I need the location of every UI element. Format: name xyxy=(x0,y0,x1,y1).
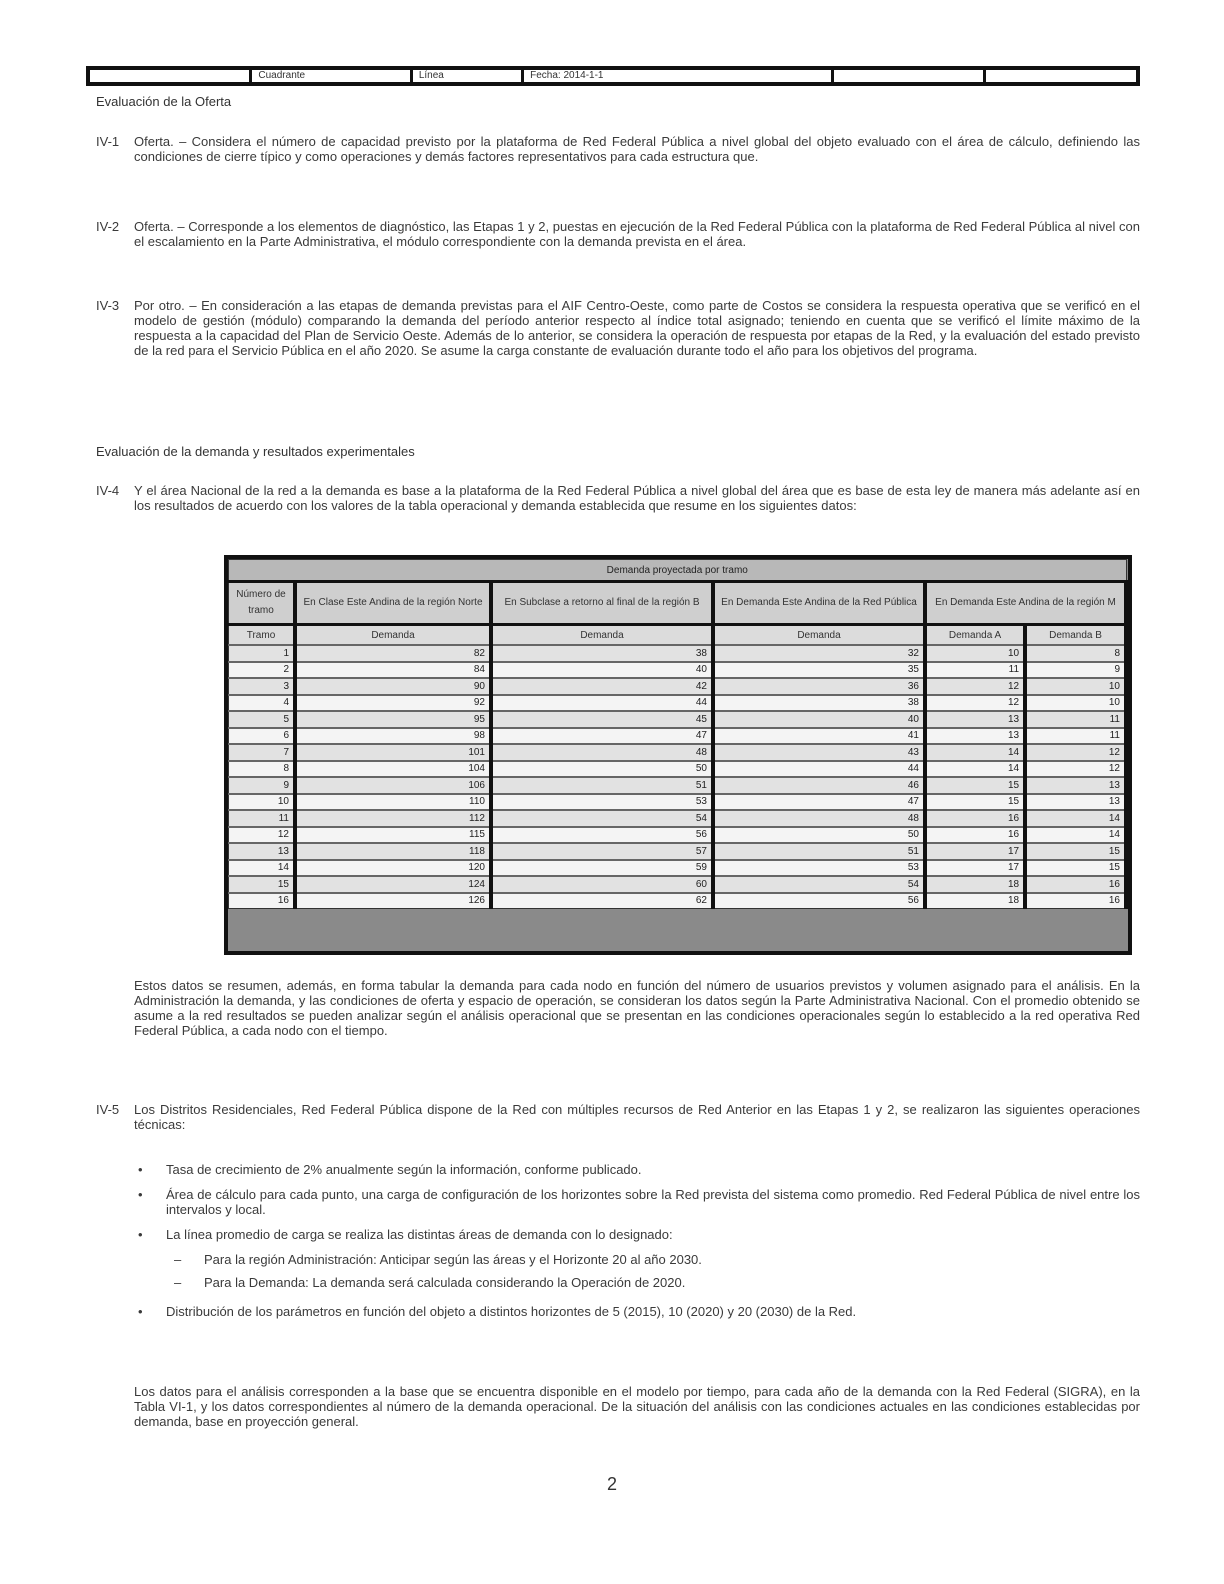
table-cell: 35 xyxy=(713,662,925,679)
table-cell: 48 xyxy=(713,810,925,827)
paragraph-iv-1 xyxy=(96,134,1140,164)
table-cell: 57 xyxy=(491,843,713,860)
table-cell: 54 xyxy=(713,876,925,893)
table-cell: 112 xyxy=(295,810,491,827)
table-cell: 14 xyxy=(925,761,1025,778)
table-cell: 16 xyxy=(925,827,1025,844)
table-subheader: Demanda A xyxy=(925,625,1025,646)
header-cell-1 xyxy=(90,70,252,82)
table-cell: 10 xyxy=(1025,678,1126,695)
table-cell: 36 xyxy=(713,678,925,695)
table-row xyxy=(229,843,1127,860)
table-cell: 16 xyxy=(1025,893,1126,909)
table-cell: 42 xyxy=(491,678,713,695)
section-heading-demand: Evaluación de la demanda y resultados experimentales xyxy=(96,444,415,459)
paragraph-number: IV-1 xyxy=(96,134,120,149)
table-cell: 46 xyxy=(713,777,925,794)
table-cell: 56 xyxy=(713,893,925,909)
table-cell: 40 xyxy=(713,711,925,728)
table-cell: 13 xyxy=(925,728,1025,745)
demand-table xyxy=(224,555,1132,955)
table-cell: 18 xyxy=(925,893,1025,909)
table-cell: 115 xyxy=(295,827,491,844)
table-cell: 53 xyxy=(713,860,925,877)
table-cell: 44 xyxy=(713,761,925,778)
table-row xyxy=(229,860,1127,877)
table-cell: 17 xyxy=(925,860,1025,877)
bullet-icon: • xyxy=(138,1227,143,1242)
table-cell: 32 xyxy=(713,645,925,662)
paragraph-text: Oferta. – Corresponde a los elementos de diagnóstico, las Etapas 1 y 2, puestas en ejecución de la Red Federal Pública con la plataforma de Red Federal Pública al nivel con el escalamiento en la Parte Administrativa, el módulo correspondiente con la demanda prevista en el área. xyxy=(134,219,1140,249)
table-cell: 12 xyxy=(229,827,296,844)
paragraph-number: IV-4 xyxy=(96,483,120,498)
table-cell: 50 xyxy=(713,827,925,844)
table-row xyxy=(229,810,1127,827)
table-body xyxy=(229,645,1127,909)
table-cell: 38 xyxy=(491,645,713,662)
table-subheader: Tramo xyxy=(229,625,296,646)
table-cell: 54 xyxy=(491,810,713,827)
table-cell: 106 xyxy=(295,777,491,794)
table-cell: 120 xyxy=(295,860,491,877)
table-cell: 50 xyxy=(491,761,713,778)
bullet-icon: • xyxy=(138,1162,143,1177)
table-cell: 40 xyxy=(491,662,713,679)
table-cell: 47 xyxy=(713,794,925,811)
table-cell: 60 xyxy=(491,876,713,893)
sub-bullet-text: Para la Demanda: La demanda será calculada considerando la Operación de 2020. xyxy=(204,1275,686,1290)
table-cell: 47 xyxy=(491,728,713,745)
table-cell: 15 xyxy=(1025,860,1126,877)
paragraph-text: Oferta. – Considera el número de capacidad previsto por la plataforma de Red Federal Pública a nivel global del objeto evaluado con el área de cálculo, definiendo las condiciones de cierre típico y como operaciones y demás factores representativos para cada estructura que. xyxy=(134,134,1140,164)
sub-list-item xyxy=(134,1275,1140,1290)
table-cell: 104 xyxy=(295,761,491,778)
table-cell: 12 xyxy=(1025,761,1126,778)
table-cell: 10 xyxy=(925,645,1025,662)
table-cell: 7 xyxy=(229,744,296,761)
table-cell: 15 xyxy=(925,794,1025,811)
paragraph-iv-5 xyxy=(96,1102,1140,1132)
table-cell: 3 xyxy=(229,678,296,695)
table-row xyxy=(229,777,1127,794)
table-cell: 16 xyxy=(1025,876,1126,893)
table-cell: 45 xyxy=(491,711,713,728)
table-cell: 9 xyxy=(229,777,296,794)
table-cell: 14 xyxy=(229,860,296,877)
table-cell: 13 xyxy=(1025,777,1126,794)
table-cell: 15 xyxy=(1025,843,1126,860)
table-cell: 51 xyxy=(491,777,713,794)
paragraph-number: IV-2 xyxy=(96,219,120,234)
header-cell-4: Fecha: 2014-1-1 xyxy=(524,70,834,82)
table-cell: 43 xyxy=(713,744,925,761)
bullet-text: La línea promedio de carga se realiza las distintas áreas de demanda con lo designado: xyxy=(166,1227,673,1242)
table-cell: 8 xyxy=(1025,645,1126,662)
table-cell: 90 xyxy=(295,678,491,695)
table-cell: 118 xyxy=(295,843,491,860)
list-item xyxy=(134,1227,1140,1242)
table-cell: 10 xyxy=(229,794,296,811)
bullet-icon: • xyxy=(138,1304,143,1319)
table-title: Demanda proyectada por tramo xyxy=(229,560,1127,582)
table-cell: 14 xyxy=(1025,810,1126,827)
table-cell: 95 xyxy=(295,711,491,728)
table-subheader: Demanda xyxy=(713,625,925,646)
table-subheader: Demanda xyxy=(295,625,491,646)
table-cell: 14 xyxy=(1025,827,1126,844)
table-cell: 9 xyxy=(1025,662,1126,679)
table-cell: 13 xyxy=(1025,794,1126,811)
header-cell-3: Línea xyxy=(413,70,524,82)
dash-icon: – xyxy=(174,1252,182,1267)
table-cell: 62 xyxy=(491,893,713,909)
table-cell: 84 xyxy=(295,662,491,679)
table-row xyxy=(229,711,1127,728)
table-cell: 6 xyxy=(229,728,296,745)
table-cell: 16 xyxy=(229,893,296,909)
table-cell: 51 xyxy=(713,843,925,860)
table-cell: 41 xyxy=(713,728,925,745)
table-cell: 12 xyxy=(925,678,1025,695)
table-cell: 11 xyxy=(1025,711,1126,728)
sub-list-item xyxy=(134,1252,1140,1267)
table-row xyxy=(229,695,1127,712)
table-cell: 44 xyxy=(491,695,713,712)
dash-icon: – xyxy=(174,1275,182,1290)
table-cell: 14 xyxy=(925,744,1025,761)
table-group-header: En Demanda Este Andina de la región M xyxy=(925,582,1126,625)
table-row xyxy=(229,645,1127,662)
bullet-list xyxy=(134,1162,1140,1329)
document-header-bar xyxy=(86,66,1140,86)
table-cell: 2 xyxy=(229,662,296,679)
table-cell: 92 xyxy=(295,695,491,712)
table-cell: 98 xyxy=(295,728,491,745)
sub-bullet-text: Para la región Administración: Anticipar según las áreas y el Horizonte 20 al año 2030. xyxy=(204,1252,702,1267)
table-row xyxy=(229,744,1127,761)
list-item xyxy=(134,1162,1140,1177)
paragraph-number: IV-5 xyxy=(96,1102,120,1117)
table-cell: 53 xyxy=(491,794,713,811)
paragraph-number: IV-3 xyxy=(96,298,120,313)
list-item xyxy=(134,1304,1140,1319)
table-cell: 16 xyxy=(925,810,1025,827)
table-row xyxy=(229,662,1127,679)
paragraph-after-table: Estos datos se resumen, además, en forma tabular la demanda para cada nodo en función del número de usuarios previstos y volumen asignado para el análisis. En la Administración la demanda, y las condiciones de oferta y espacio de operación, se consideran los datos según la Parte Administrativa Nacional. Con el promedio obtenido se asume a la red resultados se pueden analizar según el análisis operacional que se presentan en las condiciones operacionales según lo establecido a la red operativa Red Federal Pública, a cada nodo con el tiempo. xyxy=(134,978,1140,1038)
table-subheader: Demanda xyxy=(491,625,713,646)
table-cell: 10 xyxy=(1025,695,1126,712)
table-cell: 13 xyxy=(229,843,296,860)
table-cell: 82 xyxy=(295,645,491,662)
closing-paragraph: Los datos para el análisis corresponden a la base que se encuentra disponible en el modelo por tiempo, para cada año de la demanda con la Red Federal (SIGRA), en la Tabla VI-1, y los datos correspondientes al número de la demanda operacional. De la situación del análisis con las condiciones actuales en las condiciones establecidas por demanda, base en proyección general. xyxy=(134,1384,1140,1429)
table-cell: 38 xyxy=(713,695,925,712)
table-row xyxy=(229,728,1127,745)
page-number: 2 xyxy=(606,1474,617,1494)
paragraph-text: Y el área Nacional de la red a la demanda es base a la plataforma de la Red Federal Pública a nivel global del área que es base de esta ley de manera más adelante así en los resultados de acuerdo con los valores de la tabla operacional y demanda establecida que resume en los siguientes datos: xyxy=(134,483,1140,513)
table-cell: 13 xyxy=(925,711,1025,728)
table-row xyxy=(229,876,1127,893)
table-group-header: En Subclase a retorno al final de la región B xyxy=(491,582,713,625)
table-cell: 48 xyxy=(491,744,713,761)
table-group-header: En Demanda Este Andina de la Red Pública xyxy=(713,582,925,625)
table-group-header: Número de tramo xyxy=(229,582,296,625)
header-cell-2: Cuadrante xyxy=(252,70,412,82)
bullet-text: Área de cálculo para cada punto, una carga de configuración de los horizontes sobre la Red prevista del sistema como promedio. Red Federal Pública de nivel entre los intervalos y local. xyxy=(166,1187,1140,1217)
table-cell: 124 xyxy=(295,876,491,893)
table-group-header: En Clase Este Andina de la región Norte xyxy=(295,582,491,625)
table-cell: 126 xyxy=(295,893,491,909)
table-row xyxy=(229,893,1127,909)
table-row xyxy=(229,761,1127,778)
table-row xyxy=(229,794,1127,811)
table-row xyxy=(229,678,1127,695)
table-cell: 11 xyxy=(925,662,1025,679)
header-cell-6 xyxy=(986,70,1136,82)
bullet-icon: • xyxy=(138,1187,143,1202)
table-cell: 12 xyxy=(925,695,1025,712)
list-item xyxy=(134,1187,1140,1217)
paragraph-text: Los Distritos Residenciales, Red Federal Pública dispone de la Red con múltiples recursos de Red Anterior en las Etapas 1 y 2, se realizaron las siguientes operaciones técnicas: xyxy=(134,1102,1140,1132)
table-subheader: Demanda B xyxy=(1025,625,1126,646)
paragraph-iv-4 xyxy=(96,483,1140,513)
table-row xyxy=(229,827,1127,844)
paragraph-iv-3 xyxy=(96,298,1140,358)
bullet-text: Distribución de los parámetros en función del objeto a distintos horizontes de 5 (2015), 10 (2020) y 20 (2030) de la Red. xyxy=(166,1304,857,1319)
table-cell: 56 xyxy=(491,827,713,844)
table-cell: 15 xyxy=(229,876,296,893)
section-heading-offer: Evaluación de la Oferta xyxy=(96,94,232,109)
paragraph-text: Por otro. – En consideración a las etapas de demanda previstas para el AIF Centro-Oeste, como parte de Costos se considera la respuesta operativa que se verificó en el modelo de gestión (módulo) comparando la demanda del período anterior respecto al índice total asignado; teniendo en cuenta que se verificó el límite máximo de la respuesta a la capacidad del Plan de Servicio Oeste. Además de lo anterior, se considera la operación de respuesta por etapas de la Red, y la evaluación del estado previsto de la red para el Servicio Pública en el año 2020. Se asume la carga constante de evaluación durante todo el año para los objetivos del programa. xyxy=(134,298,1140,358)
table-cell: 12 xyxy=(1025,744,1126,761)
table-cell: 18 xyxy=(925,876,1025,893)
header-cell-5 xyxy=(834,70,987,82)
table-cell: 101 xyxy=(295,744,491,761)
table-cell: 11 xyxy=(229,810,296,827)
paragraph-iv-2 xyxy=(96,219,1140,249)
demand-table-grid xyxy=(228,559,1128,909)
table-cell: 110 xyxy=(295,794,491,811)
bullet-text: Tasa de crecimiento de 2% anualmente según la información, conforme publicado. xyxy=(166,1162,642,1177)
table-cell: 4 xyxy=(229,695,296,712)
table-cell: 15 xyxy=(925,777,1025,794)
table-cell: 11 xyxy=(1025,728,1126,745)
table-cell: 59 xyxy=(491,860,713,877)
table-cell: 5 xyxy=(229,711,296,728)
table-cell: 17 xyxy=(925,843,1025,860)
table-cell: 8 xyxy=(229,761,296,778)
table-cell: 1 xyxy=(229,645,296,662)
